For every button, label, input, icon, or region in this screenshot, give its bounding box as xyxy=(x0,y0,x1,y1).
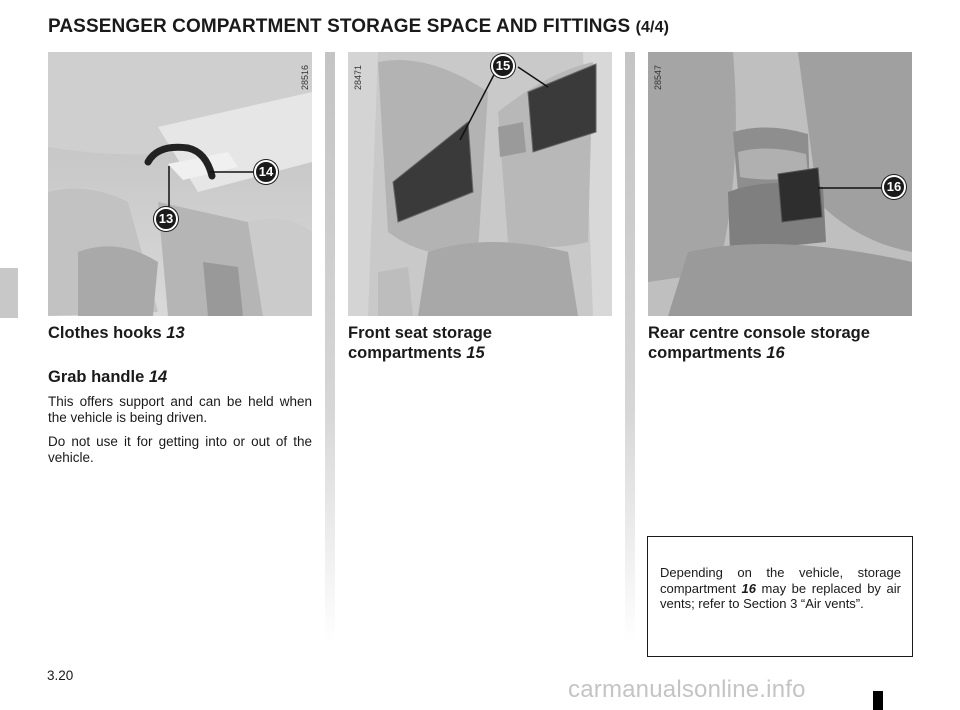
callout-15: 15 xyxy=(491,54,515,78)
title-part: (4/4) xyxy=(635,19,670,36)
heading-rear-console-storage: Rear centre console storage compartments 16 xyxy=(648,324,870,362)
heading-front-seat-storage: Front seat storage compartments 15 xyxy=(348,324,492,362)
page-number: 3.20 xyxy=(47,668,74,683)
figure-ref: 28516 xyxy=(300,64,310,90)
callout-16: 16 xyxy=(882,175,906,199)
note-text: Depending on the vehicle, storage compartment 16 may be replaced by air vents; refer to Section 3 “Air vents”. xyxy=(660,565,901,611)
note-box xyxy=(647,536,913,657)
roof-lining-illustration xyxy=(48,52,312,316)
figure-front-seat-backs xyxy=(348,52,612,316)
watermark: carmanualsonline.info xyxy=(568,676,806,703)
grab-handle-paragraph-1: This offers support and can be held when the vehicle is being driven. xyxy=(48,394,312,425)
figure-ref: 28547 xyxy=(653,64,663,90)
heading-clothes-hooks: Clothes hooks 13 xyxy=(48,324,185,342)
page-title: PASSENGER COMPARTMENT STORAGE SPACE AND FITTINGS (4/4) xyxy=(48,16,670,37)
section-tab xyxy=(0,268,18,318)
column-divider xyxy=(325,52,335,642)
corner-mark xyxy=(873,691,883,710)
figure-rear-console xyxy=(648,52,912,316)
grab-handle-paragraph-2: Do not use it for getting into or out of the vehicle. xyxy=(48,434,312,465)
front-seat-backs-illustration xyxy=(348,52,612,316)
callout-13: 13 xyxy=(154,207,178,231)
figure-ref: 28471 xyxy=(353,64,363,90)
rear-console-illustration xyxy=(648,52,912,316)
heading-grab-handle: Grab handle 14 xyxy=(48,368,168,386)
figure-roof-lining xyxy=(48,52,312,316)
callout-14: 14 xyxy=(254,160,278,184)
column-divider xyxy=(625,52,635,642)
